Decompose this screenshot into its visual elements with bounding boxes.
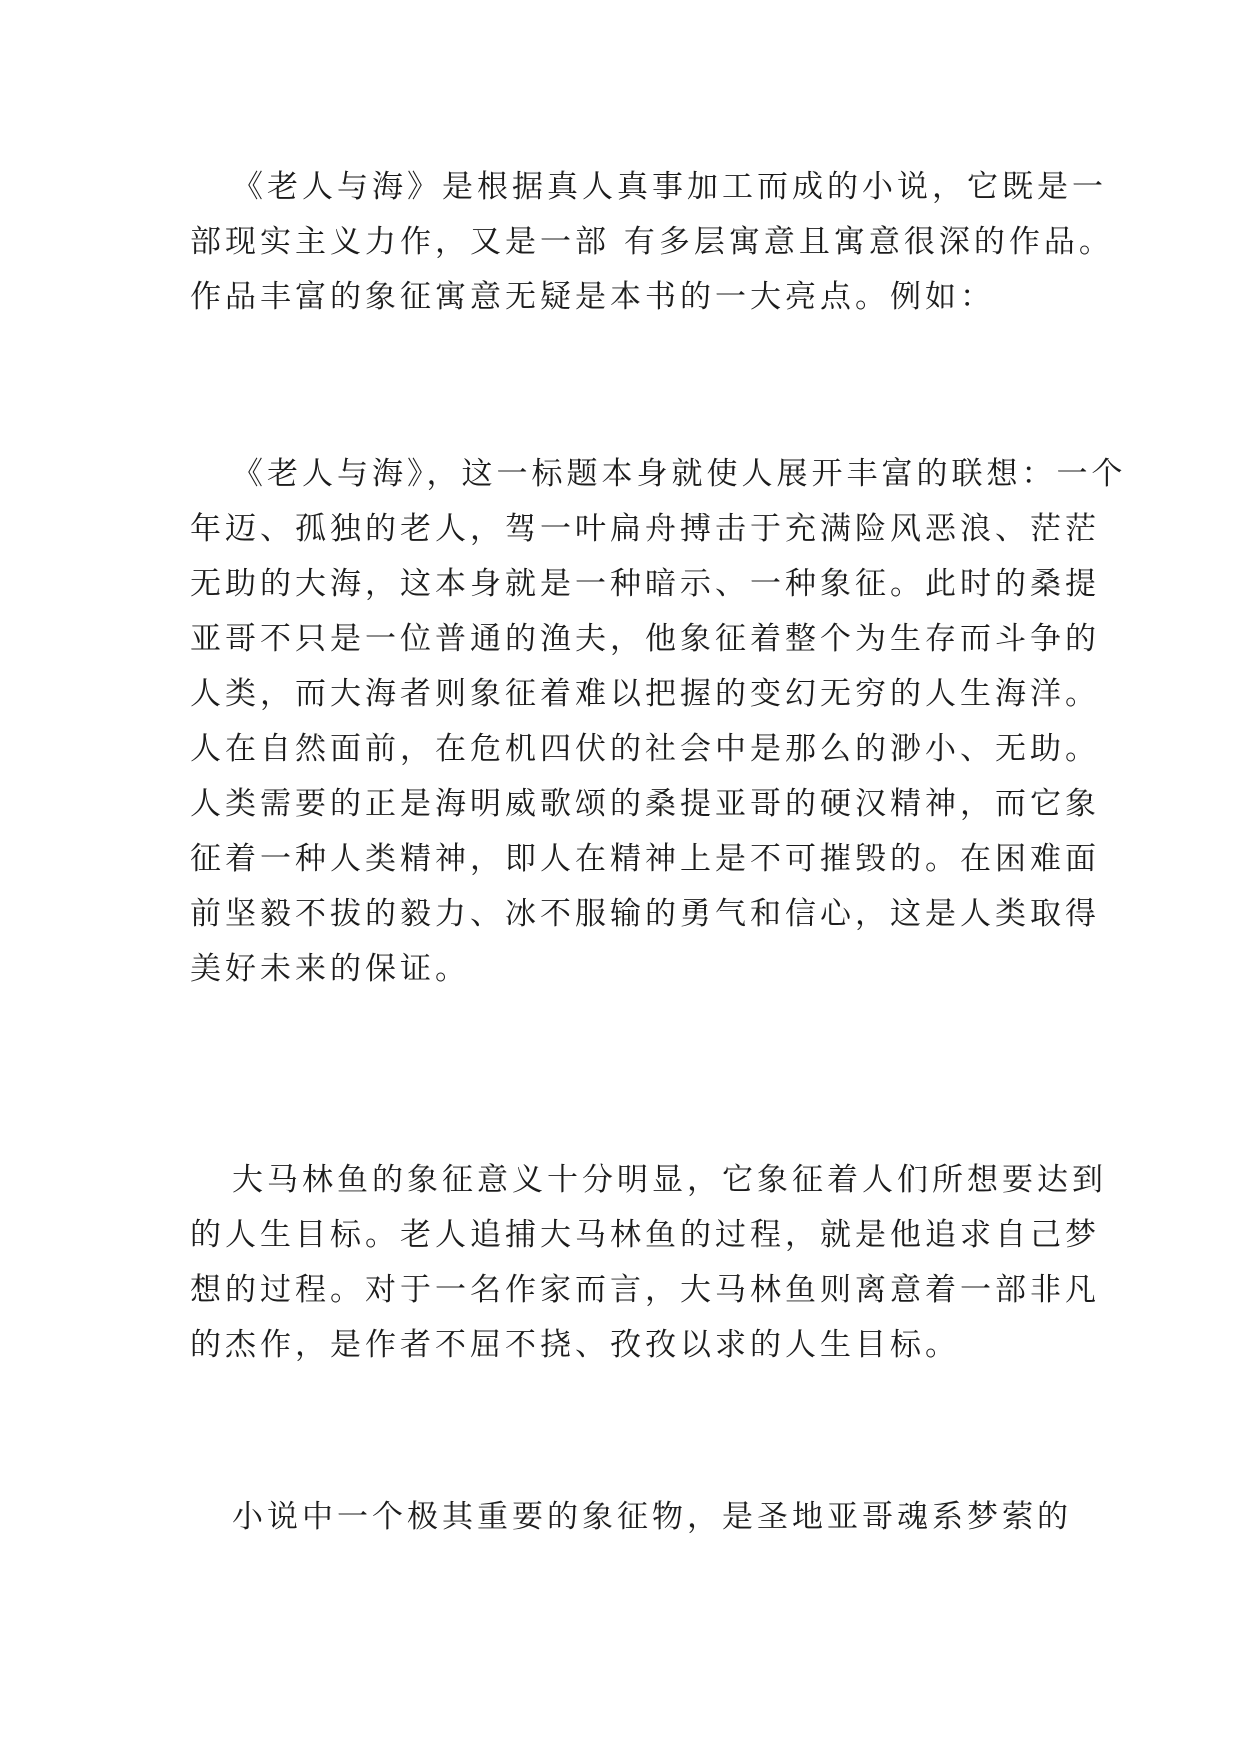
text-line: 人在自然面前，在危机四伏的社会中是那么的渺小、无助。	[190, 731, 1100, 767]
paragraph-important-symbol	[190, 1490, 1072, 1545]
text-line: 《老人与海》，这一标题本身就使人展开丰富的联想：一个	[232, 456, 1127, 492]
paragraph-title-symbolism	[190, 447, 1127, 997]
text-line: 《老人与海》是根据真人真事加工而成的小说，它既是一	[232, 169, 1107, 205]
text-line: 想的过程。对于一名作家而言，大马林鱼则离意着一部非凡	[190, 1272, 1100, 1308]
text-line: 人类需要的正是海明威歌颂的桑提亚哥的硬汉精神，而它象	[190, 786, 1100, 822]
text-line: 的人生目标。老人追捕大马林鱼的过程，就是他追求自己梦	[190, 1217, 1100, 1253]
text-line: 人类，而大海者则象征着难以把握的变幻无穷的人生海洋。	[190, 676, 1100, 712]
text-line: 作品丰富的象征寓意无疑是本书的一大亮点。例如：	[190, 279, 995, 315]
text-line: 小说中一个极其重要的象征物，是圣地亚哥魂系梦萦的	[232, 1499, 1072, 1535]
text-line: 征着一种人类精神，即人在精神上是不可摧毁的。在困难面	[190, 841, 1100, 877]
text-line: 的杰作，是作者不屈不挠、孜孜以求的人生目标。	[190, 1327, 960, 1363]
text-line: 美好未来的保证。	[190, 951, 470, 987]
text-line: 部现实主义力作，又是一部 有多层寓意且寓意很深的作品。	[190, 224, 1114, 260]
text-line: 年迈、孤独的老人，驾一叶扁舟搏击于充满险风恶浪、茫茫	[190, 511, 1100, 547]
text-line: 无助的大海，这本身就是一种暗示、一种象征。此时的桑提	[190, 566, 1100, 602]
text-line: 亚哥不只是一位普通的渔夫，他象征着整个为生存而斗争的	[190, 621, 1100, 657]
text-line: 前坚毅不拔的毅力、冰不服输的勇气和信心，这是人类取得	[190, 896, 1100, 932]
paragraph-intro	[190, 160, 1114, 325]
paragraph-marlin-symbolism	[190, 1153, 1107, 1373]
text-line: 大马林鱼的象征意义十分明显，它象征着人们所想要达到	[232, 1162, 1107, 1198]
